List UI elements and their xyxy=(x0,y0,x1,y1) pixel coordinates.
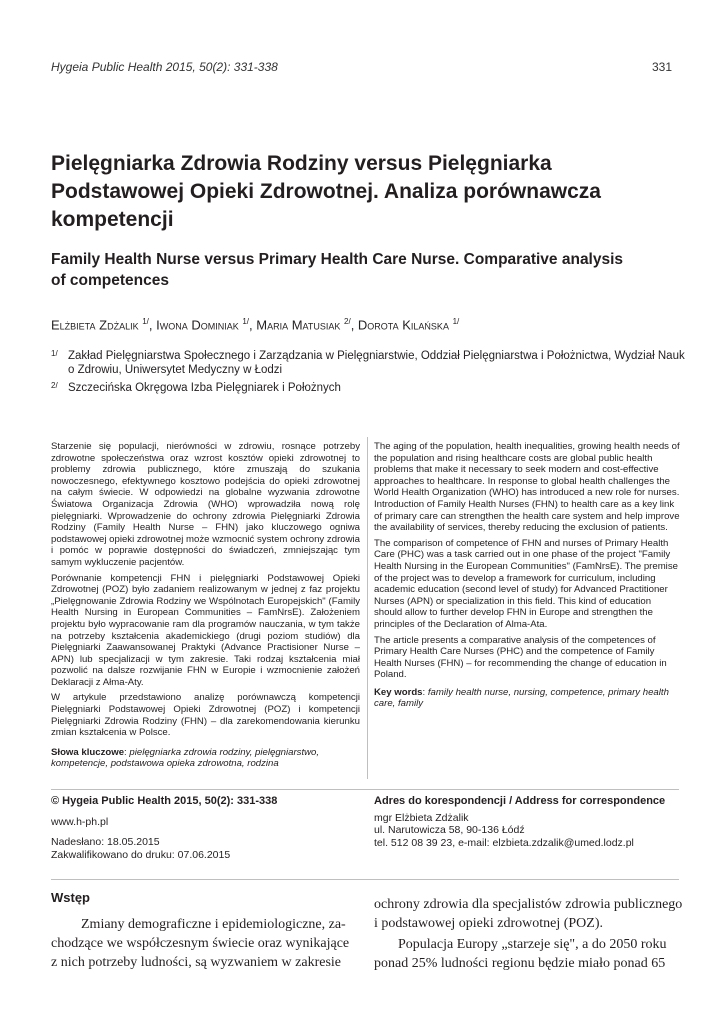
title-pl-line: Podstawowej Opieki Zdrowotnej. Analiza porównawcza xyxy=(51,180,601,203)
abstract-paragraph: The article presents a comparative analysis of the competences of Primary Health Care Nurses (PHC) and the competence of Family Health Nurses (FHN) – for recommending the change of education in Poland. xyxy=(374,634,667,681)
title-english xyxy=(51,249,691,291)
abstract-paragraph: Starzenie się populacji, nierówności w zdrowiu, rosnące potrzeby zdrowotne społeczeństwa oraz wzrost kosztów opieki zdrowotnej to problemy zdrowia publicznego, które zmuszają do szukania nowoczesnego, efektywnego kosztowo podejścia do opieki zdrowotnej na całym świecie. W odpowiedzi na globalne wyzwania zdrowotne Światowa Organizacja Zdrowia (WHO) wprowadziła nową rolę pielęgniarki. Wprowadzenie do ochrony zdrowia Pielęgniarki Zdrowia Rodziny (Family Health Nurse – FHN) jako kluczowego ogniwa podstawowej opieki zdrowotnej może wzmocnić system ochrony zdrowia i pomóc w poprawie dostępności do świadczeń, zmniejszając tym samym wykluczenie pacjentów. xyxy=(51,441,360,568)
body-line: Zmiany demograficzne i epidemiologiczne, za- xyxy=(81,917,346,932)
body-line: chodzące we współczesnym świecie oraz wynikające xyxy=(51,936,350,951)
affiliation-line: o Zdrowiu, Uniwersytet Medyczny w Łodzi xyxy=(68,364,283,376)
body-line: z nich potrzeby ludności, są wyzwaniem w zakresie xyxy=(51,955,342,970)
abstract-polish xyxy=(51,441,360,774)
abstract-paragraph: The aging of the population, health inequalities, growing health needs of the population and rising healthcare costs are global public health problems that make it necessary to seek modern and cost-effective approaches to healthcare. In response to global health challenges the World Health Organization (WHO) has introduced a new role for nurses. Introduction of Family Health Nurses (FHN) to health care as a key link of primary care can strengthen the health care system and help improve the availability of services, thereby reducing the exclusion of patients. xyxy=(374,441,680,534)
affiliation-mark: 1/ xyxy=(51,349,58,358)
body-line: ponad 25% ludności regionu będzie miało ponad 65 xyxy=(374,956,666,971)
author-name: Dorota Kilańska xyxy=(357,317,449,333)
copyright: © Hygeia Public Health 2015, 50(2): 331-338 xyxy=(51,795,278,807)
keywords-label: Słowa kluczowe xyxy=(51,746,125,758)
title-en-line: Family Health Nurse versus Primary Health Care Nurse. Comparative analysis xyxy=(51,251,624,268)
title-polish xyxy=(51,150,681,234)
website-link[interactable]: www.h-ph.pl xyxy=(51,815,109,828)
affiliation-1 xyxy=(51,349,691,377)
accepted-date: Zakwalifikowano do druku: 07.06.2015 xyxy=(51,848,231,861)
divider xyxy=(51,879,679,880)
keywords-text: family health nurse, nursing, competence, primary health care, family xyxy=(374,686,669,710)
keywords-label: Key words xyxy=(374,686,423,698)
column-divider xyxy=(367,437,368,779)
divider xyxy=(51,789,679,790)
correspondence-name: mgr Elżbieta Zdżalik xyxy=(374,811,469,824)
abstract-paragraph: The comparison of competence of FHN and nurses of Primary Health Care (PHC) was a task carried out in one phase of the project "Family Health Nursing in the European Communities" (FamNrsE). The premise of the project was to develop a framework for curriculum, including academic education (second level of study) for Advanced Practitioner Nurses (APN) or specialization in this field. This kind of education should allow to further develop FHN in Europe and strengthen the principles of the Declaration of Alma-Ata. xyxy=(374,537,678,630)
abstract-english xyxy=(374,441,680,714)
body-column-left xyxy=(51,915,361,972)
keywords-text: pielęgniarka zdrowia rodziny, pielęgniarstwo, kompetencje, podstawowa opieka zdrowotna, rodzina xyxy=(51,746,320,770)
author-name: Iwona Dominiak xyxy=(156,317,239,333)
body-line: i podstawowej opieki zdrowotnej (POZ). xyxy=(374,916,604,931)
author-name: Maria Matusiak xyxy=(256,317,341,333)
abstract-box xyxy=(51,433,679,785)
affiliation-2 xyxy=(51,381,691,395)
keywords-polish: Słowa kluczowe: pielęgniarka zdrowia rodziny, pielęgniarstwo, kompetencje, podstawowa opieka zdrowotna, rodzina xyxy=(51,746,320,770)
title-pl-line: kompetencji xyxy=(51,208,174,231)
correspondence xyxy=(374,795,679,849)
author-affil-mark: 2/ xyxy=(344,317,351,326)
article-meta xyxy=(51,795,351,861)
author-affil-mark: 1/ xyxy=(242,317,250,326)
author-affil-mark: 1/ xyxy=(452,317,460,326)
authors-line: Elżbieta Zdżalik $^{1/}$, Iwona Dominiak $^{1/}$, Maria Matusiak $^{2/}$, Dorota Kilańska $^{1/}$ xyxy=(51,317,460,333)
author-affil-mark: 1/ xyxy=(142,317,149,326)
abstract-paragraph: W artykule przedstawiono analizę porównawczą kompetencji Pielęgniarki Podstawowej Opieki Zdrowotnej (POZ) i kompetencji Pielęgniarki Zdrowia Rodziny (FHN) – dla zarekomendowania kierunku zmian kształcenia w Polsce. xyxy=(51,692,360,739)
affiliation-mark: 2/ xyxy=(51,381,58,390)
affiliation-line: Zakład Pielęgniarstwa Społecznego i Zarządzania w Pielęgniarstwie, Oddział Pielęgniarstwa i Położnictwa, Wydział Nauk xyxy=(68,350,685,362)
affiliation-text: Szczecińska Okręgowa Izba Pielęgniarek i Położnych xyxy=(68,382,341,394)
received-date: Nadesłano: 18.05.2015 xyxy=(51,836,160,848)
section-heading: Wstęp xyxy=(51,890,90,905)
correspondence-street: ul. Narutowicza 58, 90-136 Łódź xyxy=(374,824,525,836)
author-name: Elżbieta Zdżalik xyxy=(51,317,139,333)
title-pl-line: Pielęgniarka Zdrowia Rodziny versus Pielęgniarka xyxy=(51,152,552,175)
page-number: 331 xyxy=(651,60,672,74)
affiliation-text xyxy=(68,349,690,377)
body-line: Populacja Europy „starzeje się", a do 2050 roku xyxy=(398,937,667,952)
title-en-line: of competences xyxy=(51,272,170,289)
body-column-right xyxy=(374,895,684,973)
correspondence-contact: tel. 512 08 39 23, e-mail: elzbieta.zdzalik@umed.lodz.pl xyxy=(374,836,634,849)
running-head: Hygeia Public Health 2015, 50(2): 331-338 xyxy=(51,60,278,74)
correspondence-title: Adres do korespondencji / Address for correspondence xyxy=(374,795,666,807)
body-line: ochrony zdrowia dla specjalistów zdrowia publicznego xyxy=(374,897,683,912)
keywords-english: Key words: family health nurse, nursing, competence, primary health care, family xyxy=(374,686,669,710)
abstract-paragraph: Porównanie kompetencji FHN i pielęgniarki Podstawowej Opieki Zdrowotnej (POZ) było zadaniem realizowanym w jednej z faz projektu „Pielęgnowanie Zdrowia Rodziny we Wspólnotach Europejskich" (Family Health Nursing in European Communities – FamNrsE). Założeniem projektu było wypracowanie ram dla programów nauczania, w tym także na potrzeby kształcenia akademickiego (drugi poziom studiów) dla Pielęgniarki Zaawansowanej Praktyki (Advance Practisioner Nurse – APN) lub specjalizacji w tym zakresie. Taki rodzaj kształcenia miał pozwolić na dalsze rozwijanie FHN w Europie i wzmocnienie założeń Deklaracji z Ałma-Aty. xyxy=(51,572,360,688)
